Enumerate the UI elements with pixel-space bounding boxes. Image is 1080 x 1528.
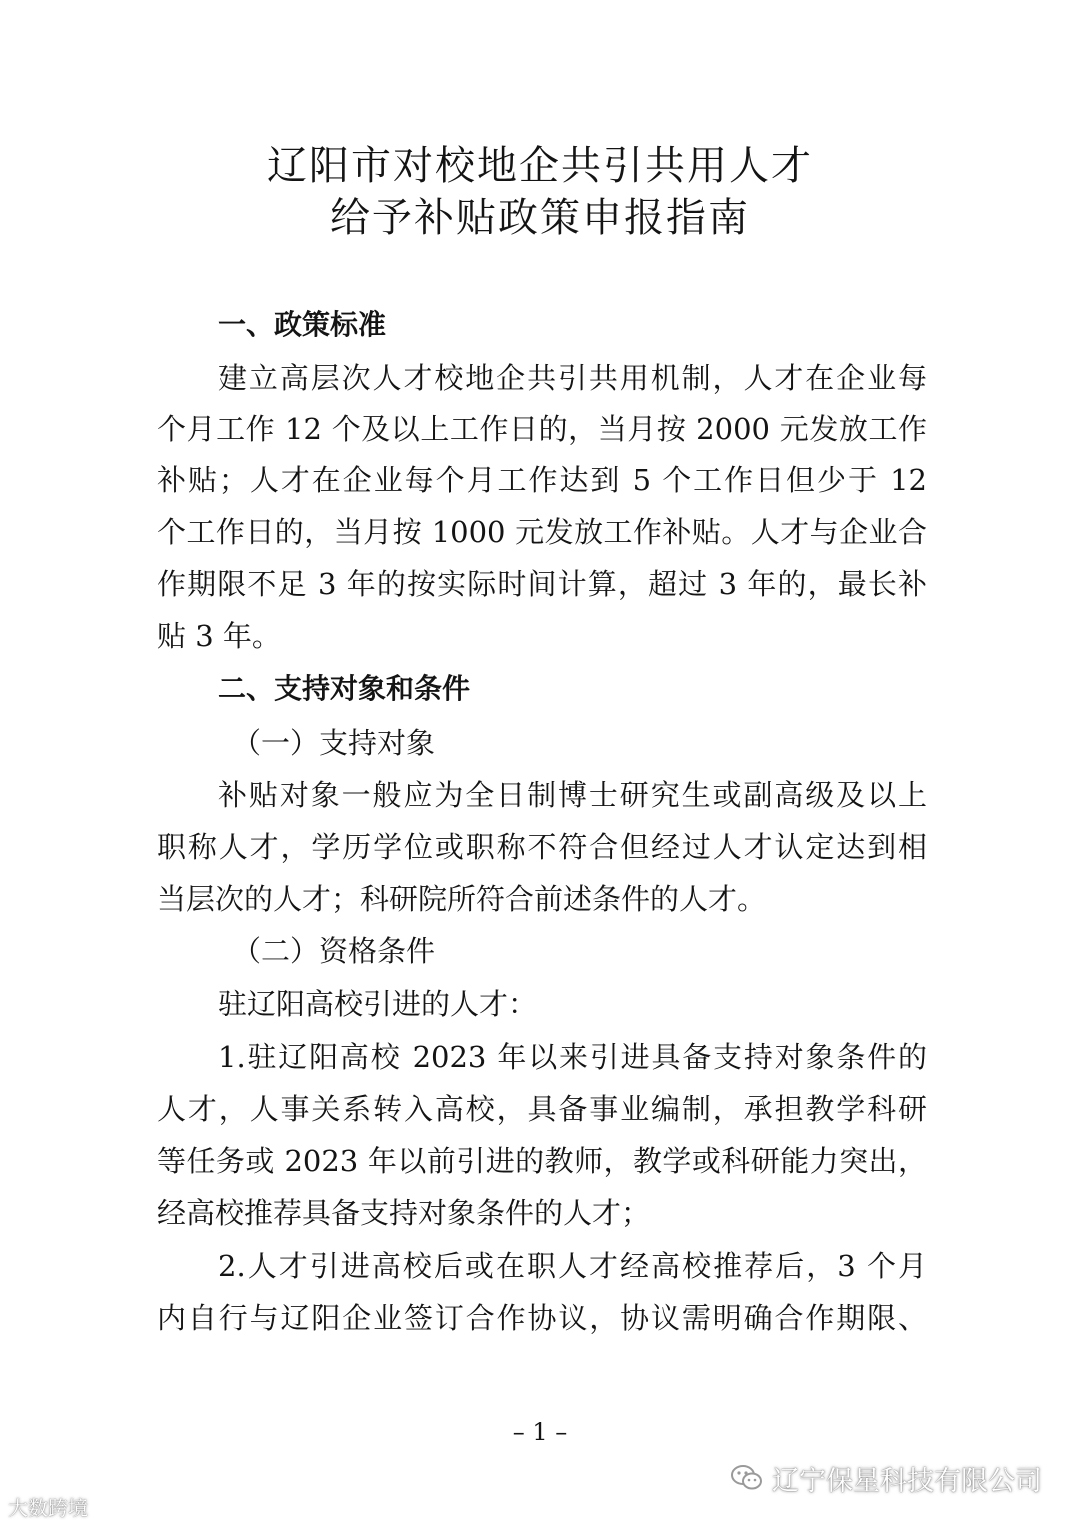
section-1-heading: 一、政策标准 (218, 308, 387, 341)
paragraph-line: 1.驻辽阳高校 2023 年以来引进具备支持对象条件的 (218, 1040, 927, 1074)
page-number: – 1 – (512, 1418, 568, 1446)
paragraph-line: 职称人才，学历学位或职称不符合但经过人才认定达到相 (157, 830, 927, 864)
paragraph-line: 个月工作 12 个及以上工作日的，当月按 2000 元发放工作 (157, 412, 927, 446)
paragraph-line: 当层次的人才；科研院所符合前述条件的人才。 (157, 882, 767, 916)
watermark-right-text: 辽宁保星科技有限公司 (772, 1465, 1042, 1497)
paragraph-line: 作期限不足 3 年的按实际时间计算，超过 3 年的，最长补 (157, 567, 927, 601)
paragraph-line: 建立高层次人才校地企共引共用机制，人才在企业每 (218, 361, 927, 395)
paragraph-line: 人才，人事关系转入高校，具备事业编制，承担教学科研 (157, 1092, 927, 1126)
title-line-1: 辽阳市对校地企共引共用人才 (267, 143, 813, 189)
watermark-right (730, 1460, 1042, 1496)
paragraph-line: 经高校推荐具备支持对象条件的人才； (157, 1196, 651, 1230)
wechat-icon (730, 1463, 764, 1493)
title-line-2: 给予补贴政策申报指南 (330, 195, 750, 241)
paragraph-line: 补贴；人才在企业每个月工作达到 5 个工作日但少于 12 (157, 463, 927, 497)
subsection-2-intro: 驻辽阳高校引进的人才： (218, 987, 538, 1021)
paragraph-line: 2.人才引进高校后或在职人才经高校推荐后，3 个月 (218, 1249, 927, 1283)
paragraph-line: 补贴对象一般应为全日制博士研究生或副高级及以上 (218, 778, 927, 812)
subsection-2-heading: （二）资格条件 (232, 934, 436, 968)
paragraph-line: 贴 3 年。 (157, 619, 281, 653)
paragraph-line: 等任务或 2023 年以前引进的教师，教学或科研能力突出， (157, 1144, 927, 1178)
paragraph-line: 内自行与辽阳企业签订合作协议，协议需明确合作期限、 (157, 1301, 927, 1335)
subsection-1-heading: （一）支持对象 (232, 726, 436, 760)
paragraph-line: 个工作日的，当月按 1000 元发放工作补贴。人才与企业合 (157, 515, 927, 549)
section-2-heading: 二、支持对象和条件 (218, 672, 471, 705)
watermark-left: 大数跨境 (8, 1496, 88, 1520)
